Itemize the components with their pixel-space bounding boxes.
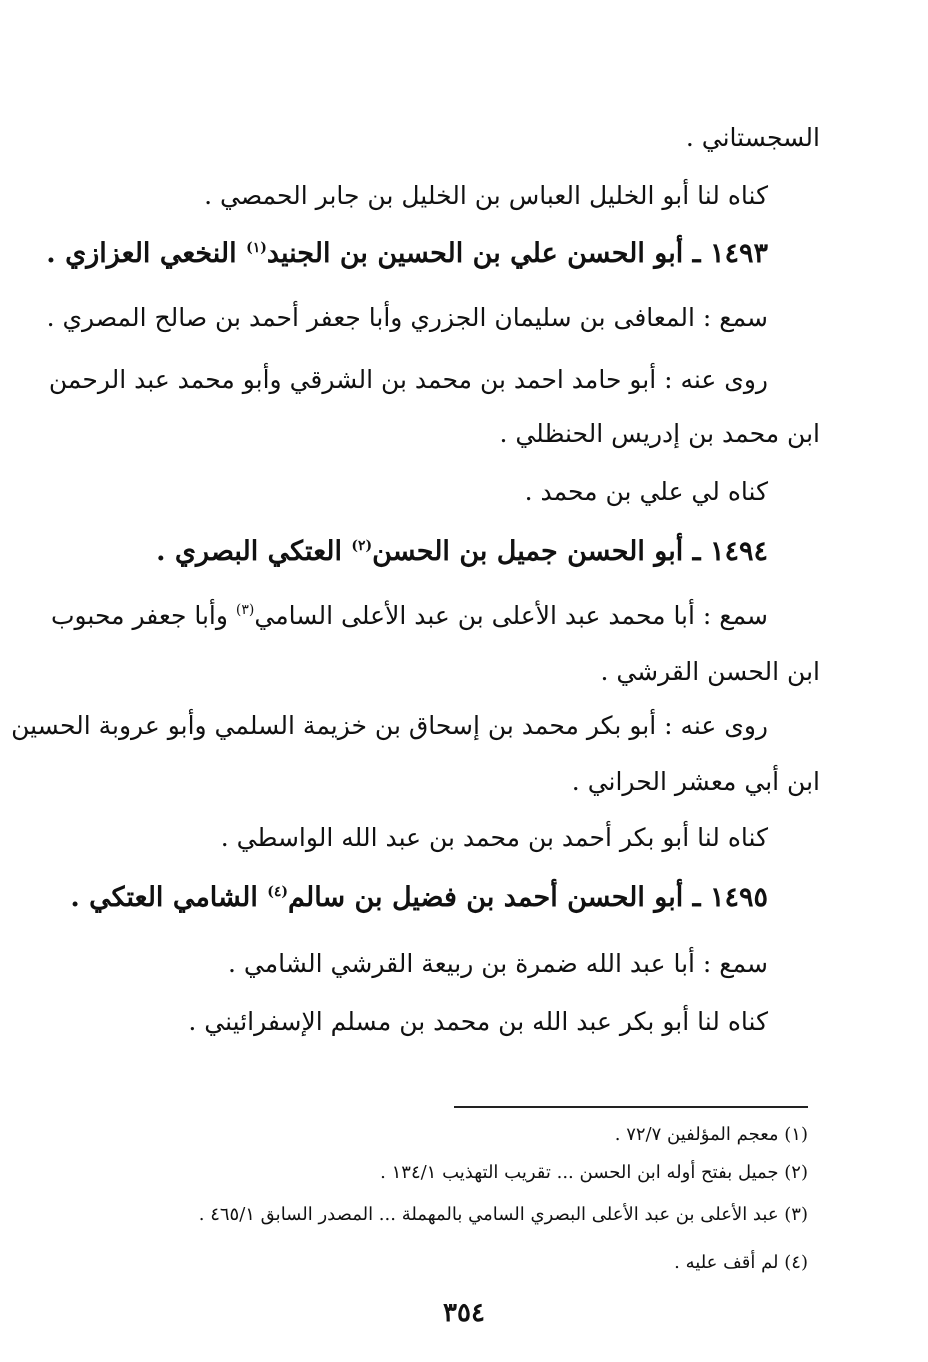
text-line: ابن الحسن القرشي . [600, 657, 820, 686]
text-line: كناه لي علي بن محمد . [524, 477, 768, 506]
page-number: ٣٥٤ [443, 1298, 485, 1328]
heading-text: العتكي البصري . [156, 536, 342, 567]
text-line: كناه لنا أبو بكر أحمد بن محمد بن عبد الله الواسطي . [220, 823, 768, 852]
entry-heading-1494 [156, 532, 768, 572]
heading-text: ١٤٩٣ ـ أبو الحسن علي بن الحسين بن الجنيد [266, 238, 768, 269]
heading-text: ١٤٩٤ ـ أبو الحسن جميل بن الحسن [372, 536, 768, 567]
text-line: كناه لنا أبو الخليل العباس بن الخليل بن جابر الحمصي . [204, 181, 768, 210]
text-line: سمع : أبا عبد الله ضمرة بن ربيعة القرشي الشامي . [228, 949, 768, 978]
text-line: روى عنه : أبو حامد احمد بن محمد بن الشرقي وأبو محمد عبد الرحمن [48, 365, 768, 394]
text-line: روى عنه : أبو بكر محمد بن إسحاق بن خزيمة السلمي وأبو عروبة الحسين [11, 711, 768, 740]
heading-text: ١٤٩٥ ـ أبو الحسن أحمد بن فضيل بن سالم [288, 882, 768, 913]
footnote-marker: (٢) [351, 538, 373, 554]
text-line: ابن محمد بن إدريس الحنظلي . [499, 419, 820, 448]
text-line: ابن أبي معشر الحراني . [571, 767, 820, 796]
footnote-marker: (١) [246, 240, 267, 256]
footnote-1: (١) معجم المؤلفين ٧٢/٧ . [614, 1124, 808, 1145]
entry-heading-1495 [70, 878, 768, 918]
footnote-3: (٣) عبد الأعلى بن عبد الأعلى البصري السامي بالمهملة ... المصدر السابق ٤٦٥/١ . [198, 1204, 808, 1225]
heading-text: النخعي العزازي . [46, 238, 237, 269]
footnote-4: (٤) لم أقف عليه . [674, 1252, 808, 1273]
footnote-marker: (٤) [267, 884, 289, 900]
footnote-separator [454, 1106, 808, 1108]
text-line: السجستاني . [685, 123, 820, 152]
text-segment: سمع : أبا محمد عبد الأعلى بن عبد الأعلى السامي [254, 601, 768, 630]
heading-text: الشامي العتكي . [70, 882, 258, 913]
entry-heading-1493 [46, 234, 768, 274]
footnote-2: (٢) جميل بفتح أوله ابن الحسن ... تقريب التهذيب ١٣٤/١ . [380, 1162, 808, 1183]
text-segment: وأبا جعفر محبوب [50, 601, 228, 630]
text-line: سمع : المعافى بن سليمان الجزري وأبا جعفر أحمد بن صالح المصري . [46, 303, 768, 332]
footnote-marker: (٣) [235, 602, 255, 618]
text-line: كناه لنا أبو بكر عبد الله بن محمد بن مسلم الإسفرائيني . [188, 1007, 768, 1036]
text-line [50, 596, 768, 636]
